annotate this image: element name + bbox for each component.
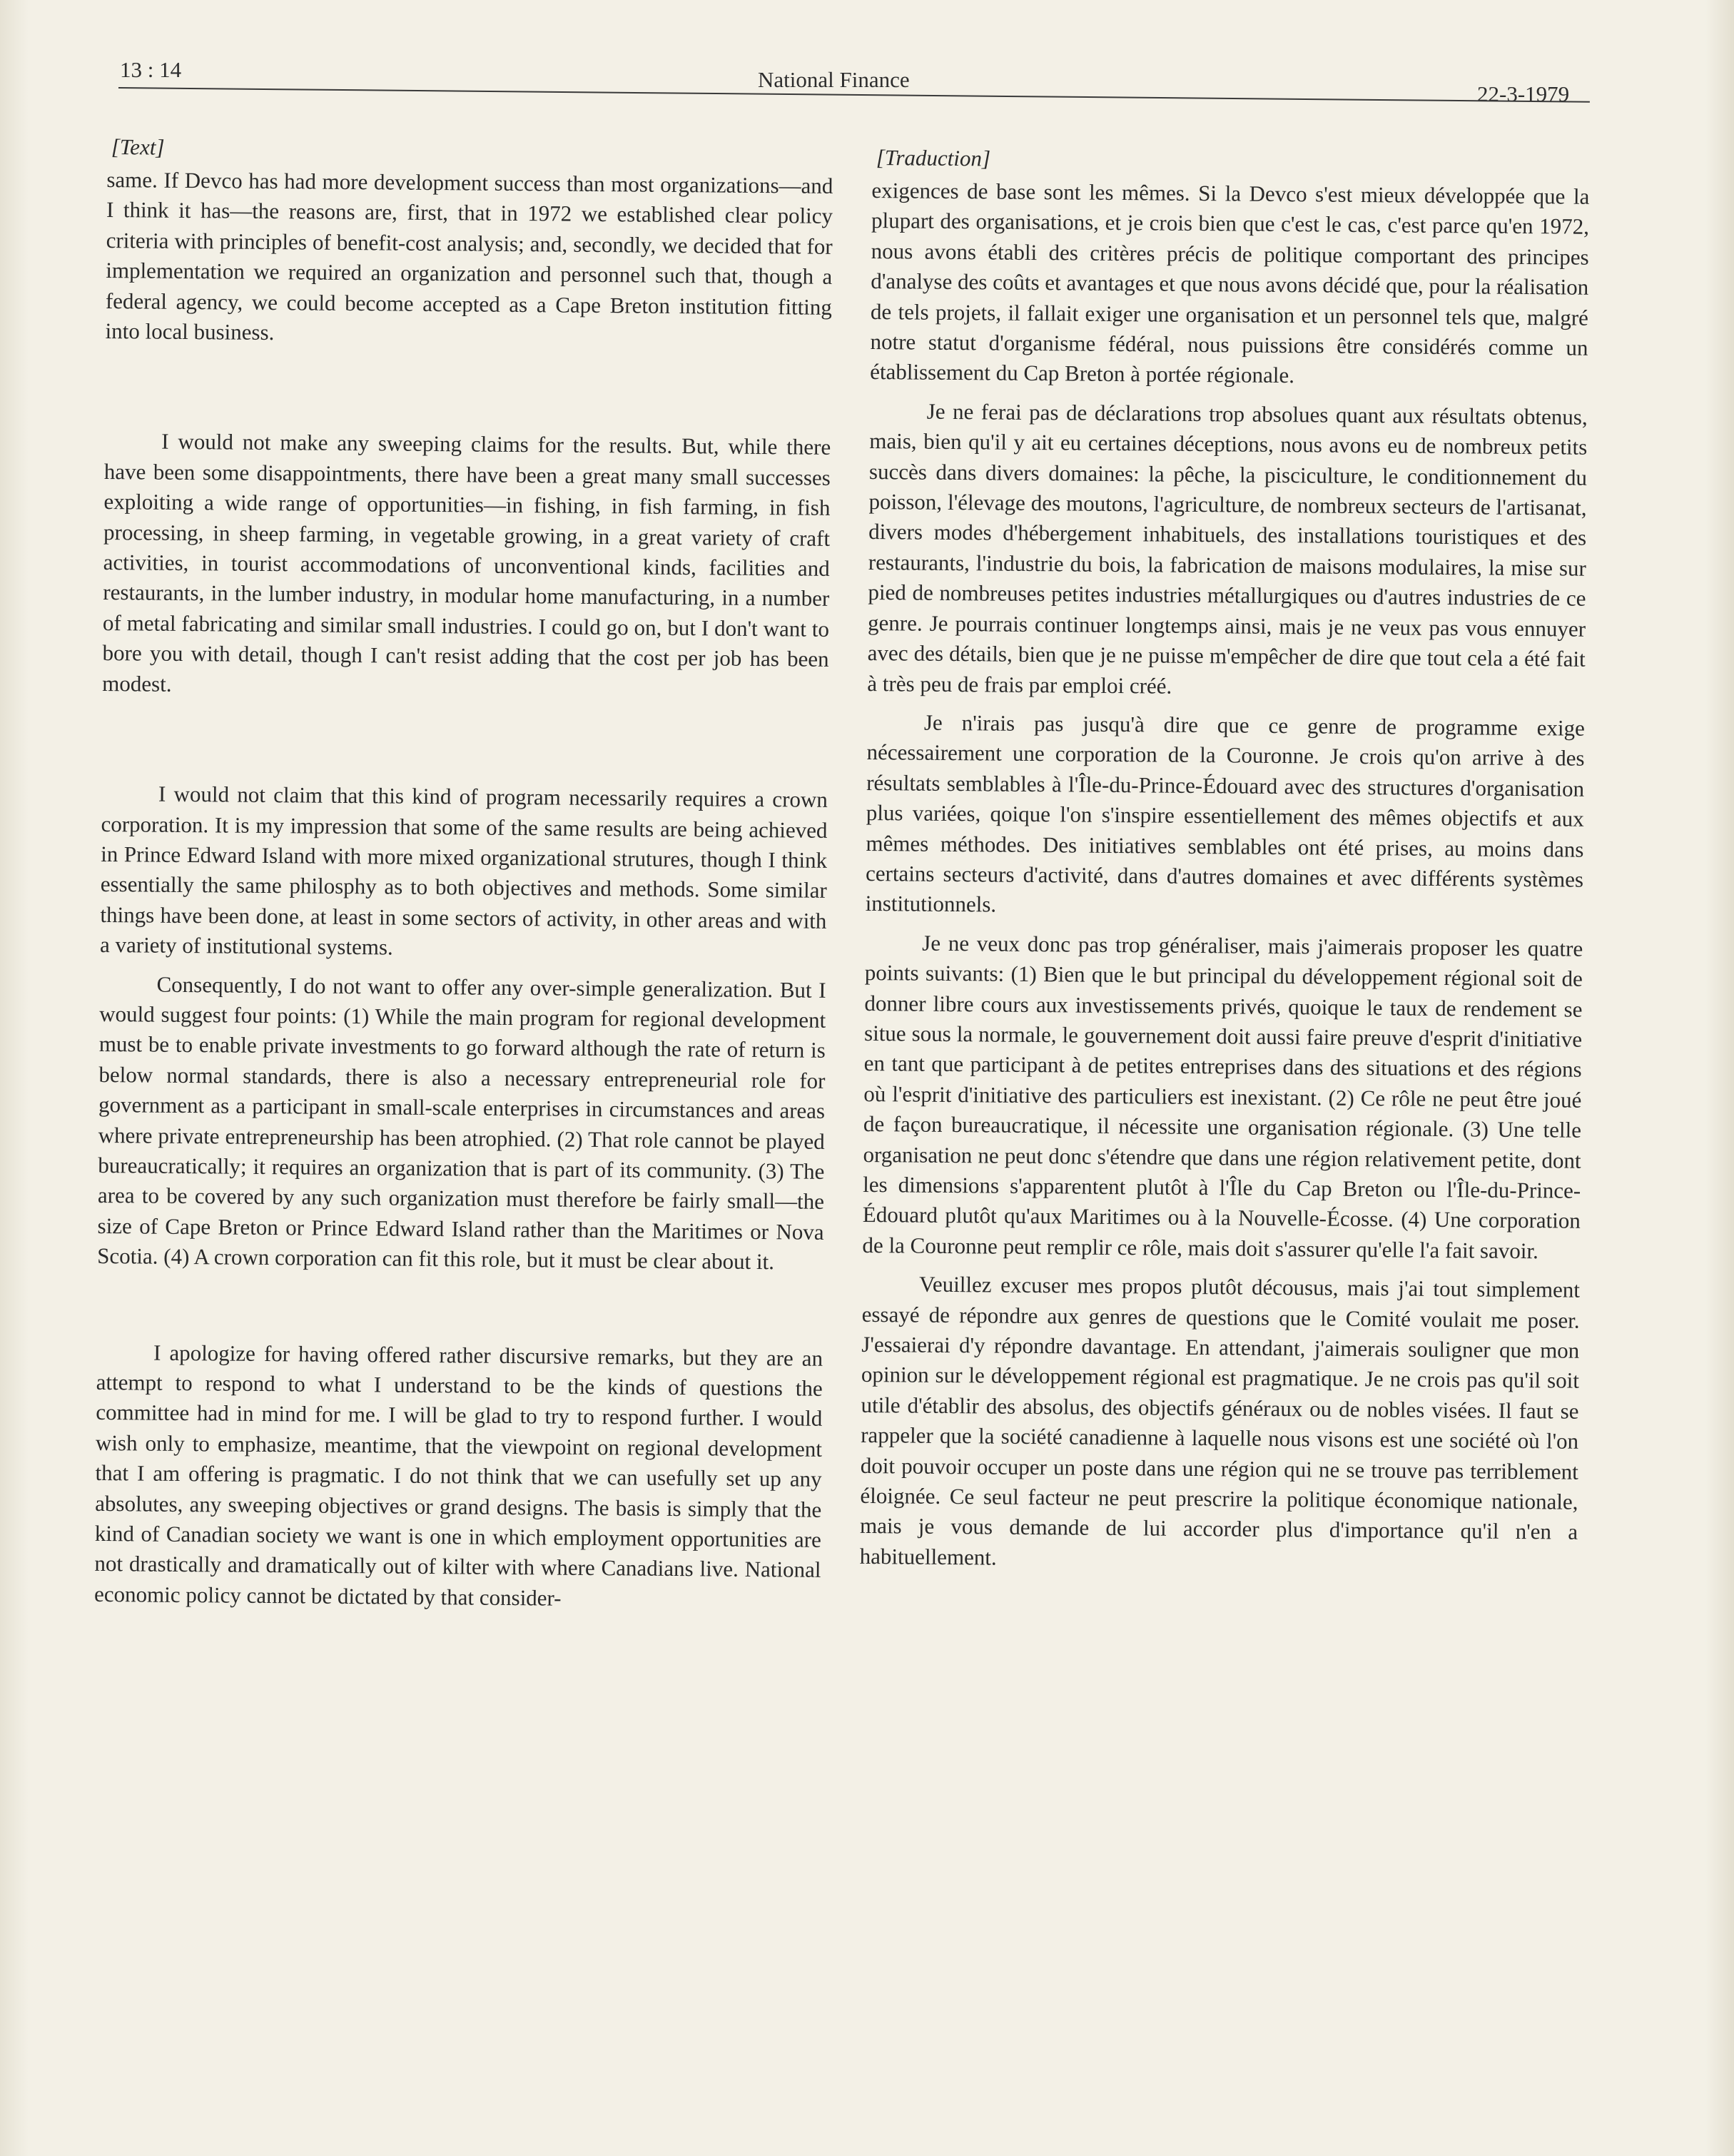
english-paragraph: same. If Devco has had more development success than most organizations—and I think it has—the reasons are, first, that in 1972 we established clear policy criteria with principles of benefit-cost analysis; and, secondly, we decided that for implementation we required an organization and personnel such that, though a federal agency, we could become accepted as a Cape Breton institution fitting into local business. — [105, 166, 833, 345]
french-column — [860, 143, 1590, 1578]
french-paragraph: Veuillez excuser mes propos plutôt décousus, mais j'ai tout simplement essayé de répondre aux genres de questions que le Comité voulait me poser. J'essaierai d'y répondre davantage. En attendant, j'aimerais souligner que mon opinion sur le développement régional est pragmatique. Je ne crois pas qu'il soit utile d'établir des absolus, des objectifs généraux ou de nobles visées. Il faut se rappeler que la société canadienne à laquelle nous visons est une société où l'on doit pouvoir occuper un poste dans une région qui ne se trouve pas terriblement éloignée. Ce seul facteur ne peut prescrire la politique économique nationale, mais je vous demande de lui accorder plus d'importance qu'il n'en a habituellement. — [859, 1271, 1581, 1570]
page-edge-shadow-right — [1705, 0, 1734, 2156]
french-column-label: [Traduction] — [876, 145, 991, 171]
english-paragraph: Consequently, I do not want to offer any over-simple generalization. But I would suggest four points: (1) While the main program for regional development must be to enable private investments to go forward although the rate of return is below normal standards, there is also a necessary entrepreneurial role for government as a participant in small-scale enterprises in circumstances and areas where private entrepreneurship has been atrophied. (2) That role cannot be played bureaucratically; it requires an organization that is part of its community. (3) The area to be covered by any such organization must therefore be fairly small—the size of Cape Breton or Prince Edward Island rather than the Maritimes or Nova Scotia. (4) A crown corporation can fit this role, but it must be clear about it. — [97, 971, 826, 1275]
french-paragraph: exigences de base sont les mêmes. Si la Devco s'est mieux développée que la plupart des organisations, et je crois bien que c'est le cas, c'est parce qu'en 1972, nous avons établi des critères précis de politique comportant des principes d'analyse des coûts et avantages et que nous avons décidé que, pour la réalisation de tels projets, il fallait exiger une organisation et un personnel tels que, malgré notre statut d'organisme fédéral, nous puissions être considérés comme un établissement du Cap Breton à portée régionale. — [870, 177, 1590, 388]
french-paragraph: Je ne ferai pas de déclarations trop absolues quant aux résultats obtenus, mais, bien qu'il y ait eu certaines déceptions, nous avons eu de nombreux petits succès dans divers domaines: la pêche, la pisciculture, le conditionnement du poisson, l'élevage des moutons, l'agriculture, de nombreux secteurs de l'artisanat, divers modes d'hébergement inhabituels, des installations touristiques et des restaurants, l'industrie du bois, la fabrication de maisons modulaires, la mise sur pied de nombreuses petites industries métallurgiques ou d'autres industries de ce genre. Je pourrais continuer longtemps ainsi, mais je ne veux pas vous ennuyer avec des détails, bien que je ne puisse m'empêcher de dire que tout cela a été fait à très peu de frais par emploi créé. — [867, 398, 1588, 699]
page-date: 22-3-1979 — [1477, 81, 1570, 106]
english-paragraph: I would not make any sweeping claims for the results. But, while there have been some disappointments, there have been a great many small successes exploiting a wide range of opportunities—in fishing, in fish farming, in fish processing, in sheep farming, in vegetable growing, in a great variety of craft activities, in tourist accommodations of unconventional kinds, facilities and restaurants, in the lumber industry, in modular home manufacturing, in a number of metal fabricating and similar small industries. I could go on, but I don't want to bore you with detail, though I can't resist adding that the cost per job has been modest. — [102, 429, 831, 697]
column-spacer — [96, 1272, 823, 1344]
english-paragraph: I apologize for having offered rather discursive remarks, but they are an attempt to respond to what I understand to be the kinds of questions the committee had in mind for me. I will be glad to try to respond further. I would wish only to emphasize, meantime, that the viewpoint on regional development that I am offering is pragmatic. I do not think that we can usefully set up any absolutes, any sweeping objectives or grand designs. The basis is simply that the kind of Canadian society we want is one in which employment opportunities are not drastically and dramatically out of kilter with where Canadians live. National economic policy cannot be dictated by that consider- — [93, 1340, 823, 1611]
column-spacer — [101, 699, 828, 785]
french-paragraph: Je n'irais pas jusqu'à dire que ce genre de programme exige nécessairement une corporation de la Couronne. Je crois qu'on arrive à des résultats semblables à l'Île-du-Prince-Édouard avec des structures d'organisation plus variées, qoique l'on s'inspire essentiellement des mêmes objectifs et aux mêmes méthodes. Des initiatives semblables ont été prises, au moins dans certains secteurs d'activité, dans d'autres domaines et avec différents systèmes institutionnels. — [865, 709, 1586, 917]
english-column — [94, 132, 833, 1616]
french-paragraph: Je ne veux donc pas trop généraliser, mais j'aimerais proposer les quatre points suivants: (1) Bien que le but principal du développement régional soit de donner libre cours aux investissements privés, quoique le taux de rendement se situe sous la normale, le gouvernement doit aussi faire preuve d'esprit d'initiative en tant que participant à de petites entreprises dans des situations et des régions où l'esprit d'initiative des particuliers est inexistant. (2) Ce rôle ne peut être joué de façon bureaucratique, il nécessite une organisation régionale. (3) Une telle organisation ne peut donc s'étendre que dans une région relativement petite, dont les dimensions s'apparentent plutôt à l'Île du Cap Breton ou l'Île-du-Prince-Édouard plutôt qu'aux Maritimes ou à la Nouvelle-Écosse. (4) Une corporation de la Couronne peut remplir ce rôle, mais doit s'assurer qu'elle l'a fait savoir. — [862, 930, 1583, 1264]
page-number: 13 : 14 — [120, 57, 182, 82]
english-column-label: [Text] — [111, 134, 165, 160]
page-edge-shadow-left — [0, 0, 29, 2156]
english-paragraph: I would not claim that this kind of program necessarily requires a crown corporation. It is my impression that some of the same results are being achieved in Prince Edward Island with more mixed organizational strutures, though I think essentially the same philosphy as to both objectives and methods. Some similar things have been done, at least in some sectors of activity, in other areas and with a variety of institutional systems. — [99, 781, 828, 960]
column-spacer — [104, 346, 831, 432]
running-title: National Finance — [758, 67, 910, 92]
